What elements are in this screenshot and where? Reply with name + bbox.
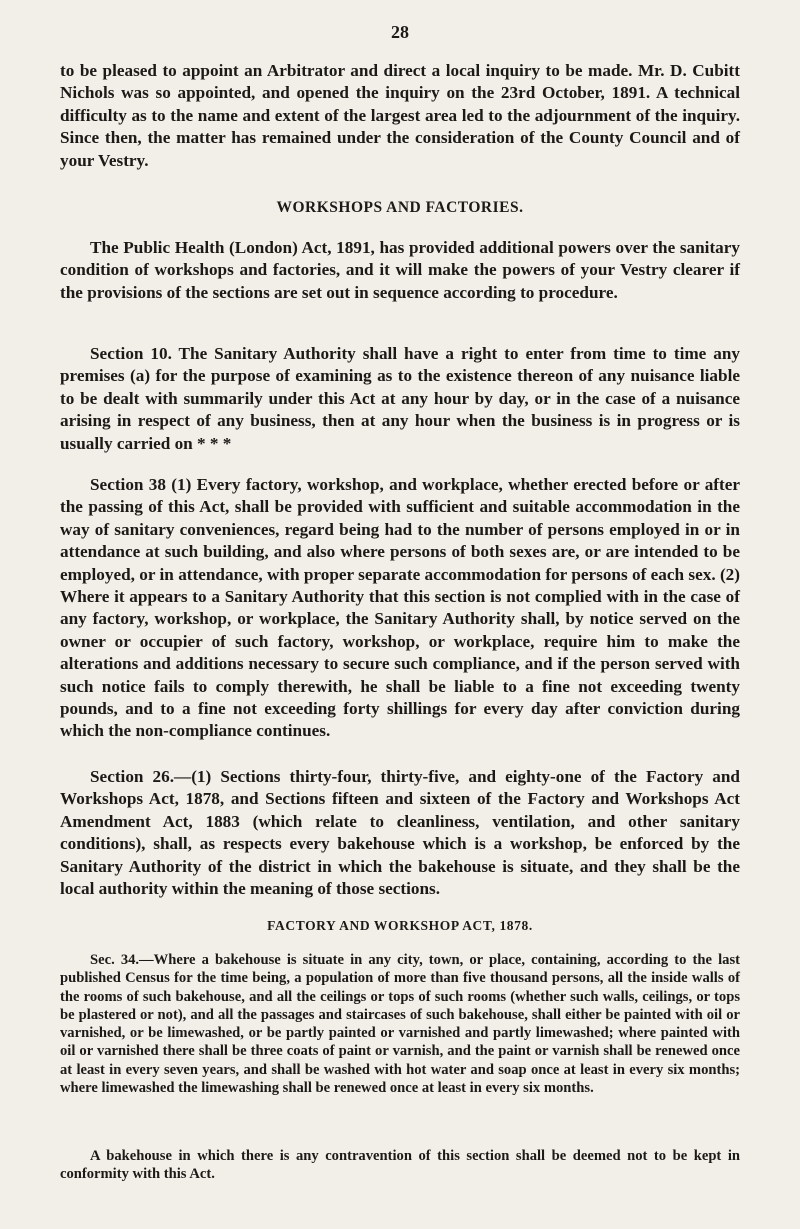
- paragraph-text: The Public Health (London) Act, 1891, has provided additional powers over the sanitary condition of workshops and factories, and it will make the powers of your Vestry clearer if the provisions of the sections are set out in sequence according to procedure.: [60, 238, 740, 302]
- intro-paragraph: [60, 60, 740, 172]
- page-number: 28: [391, 22, 409, 42]
- paragraph-section-10: [60, 343, 740, 455]
- section-heading: WORKSHOPS AND FACTORIES.: [276, 199, 524, 216]
- paragraph-section-26: [60, 766, 740, 900]
- act-section-text: Sec. 34.—Where a bakehouse is situate in any city, town, or place, containing, according to the last published Census for the time being, a population of more than five thousand persons, all the inside walls of the rooms of such bakehouse, and all the ceilings or tops of such rooms (whether such walls, ceilings, or tops be plastered or not), and all the passages and staircases of such bakehouse, shall either be painted with oil or varnished, or be limewashed, or be partly painted or varnished and partly limewashed; where painted with oil or varnished there shall be three coats of paint or varnish, and the paint or varnish shall be renewed once at least in every seven years, and shall be washed with hot water and soap once at least in every six months; where limewashed the limewashing shall be renewed once at least in every six months.: [60, 952, 740, 1097]
- act-closing-paragraph: [60, 1147, 740, 1184]
- paragraph-public-health-act: [60, 237, 740, 304]
- act-heading: FACTORY AND WORKSHOP ACT, 1878.: [267, 918, 533, 933]
- act-section-34: [60, 951, 740, 1097]
- paragraph-text: Section 38 (1) Every factory, workshop, and workplace, whether erected before or after the passing of this Act, shall be provided with sufficient and suitable accommodation in the way of sanitary conveniences, regard being had to the number of persons employed in or in attendance at such building, and also where persons of both sexes are, or are intended to be employed, or in attendance, with proper separate accommodation for persons of each sex. (2) Where it appears to a Sanitary Authority that this section is not complied with in the case of any factory, workshop, or workplace, the Sanitary Authority shall, by notice served on the owner or occupier of such factory, workshop, or workplace, require him to make the alterations and additions necessary to secure such compliance, and if the person served with such notice fails to comply therewith, he shall be liable to a fine not exceeding twenty pounds, and to a fine not exceeding forty shillings for every day after conviction during which the non-compliance continues.: [60, 475, 740, 741]
- paragraph-text: Section 10. The Sanitary Authority shall have a right to enter from time to time any premises (a) for the purpose of examining as to the existence thereon of any nuisance liable to be dealt with summarily under this Act at any hour by day, or in the case of a nuisance arising in respect of any business, then at any hour when the business is in progress or is usually carried on * * *: [60, 344, 740, 453]
- paragraph-text: Section 26.—(1) Sections thirty-four, thirty-five, and eighty-one of the Factory and Workshops Act, 1878, and Sections fifteen and sixteen of the Factory and Workshops Act Amendment Act, 1883 (which relate to cleanliness, ventilation, and other sanitary conditions), shall, as respects every bakehouse which is a workshop, be enforced by the Sanitary Authority of the district in which the bakehouse is situate, and they shall be the local authority within the meaning of those sections.: [60, 767, 740, 899]
- act-closing-text: A bakehouse in which there is any contravention of this section shall be deemed not to be kept in conformity with this Act.: [60, 1148, 740, 1183]
- intro-text: to be pleased to appoint an Arbitrator and direct a local inquiry to be made. Mr. D. Cubitt Nichols was so appointed, and opened the inquiry on the 23rd October, 1891. A technical difficulty as to the name and extent of the largest area led to the adjournment of the inquiry. Since then, the matter has remained under the consideration of the County Council and of your Vestry.: [60, 61, 740, 170]
- paragraph-section-38: [60, 474, 740, 743]
